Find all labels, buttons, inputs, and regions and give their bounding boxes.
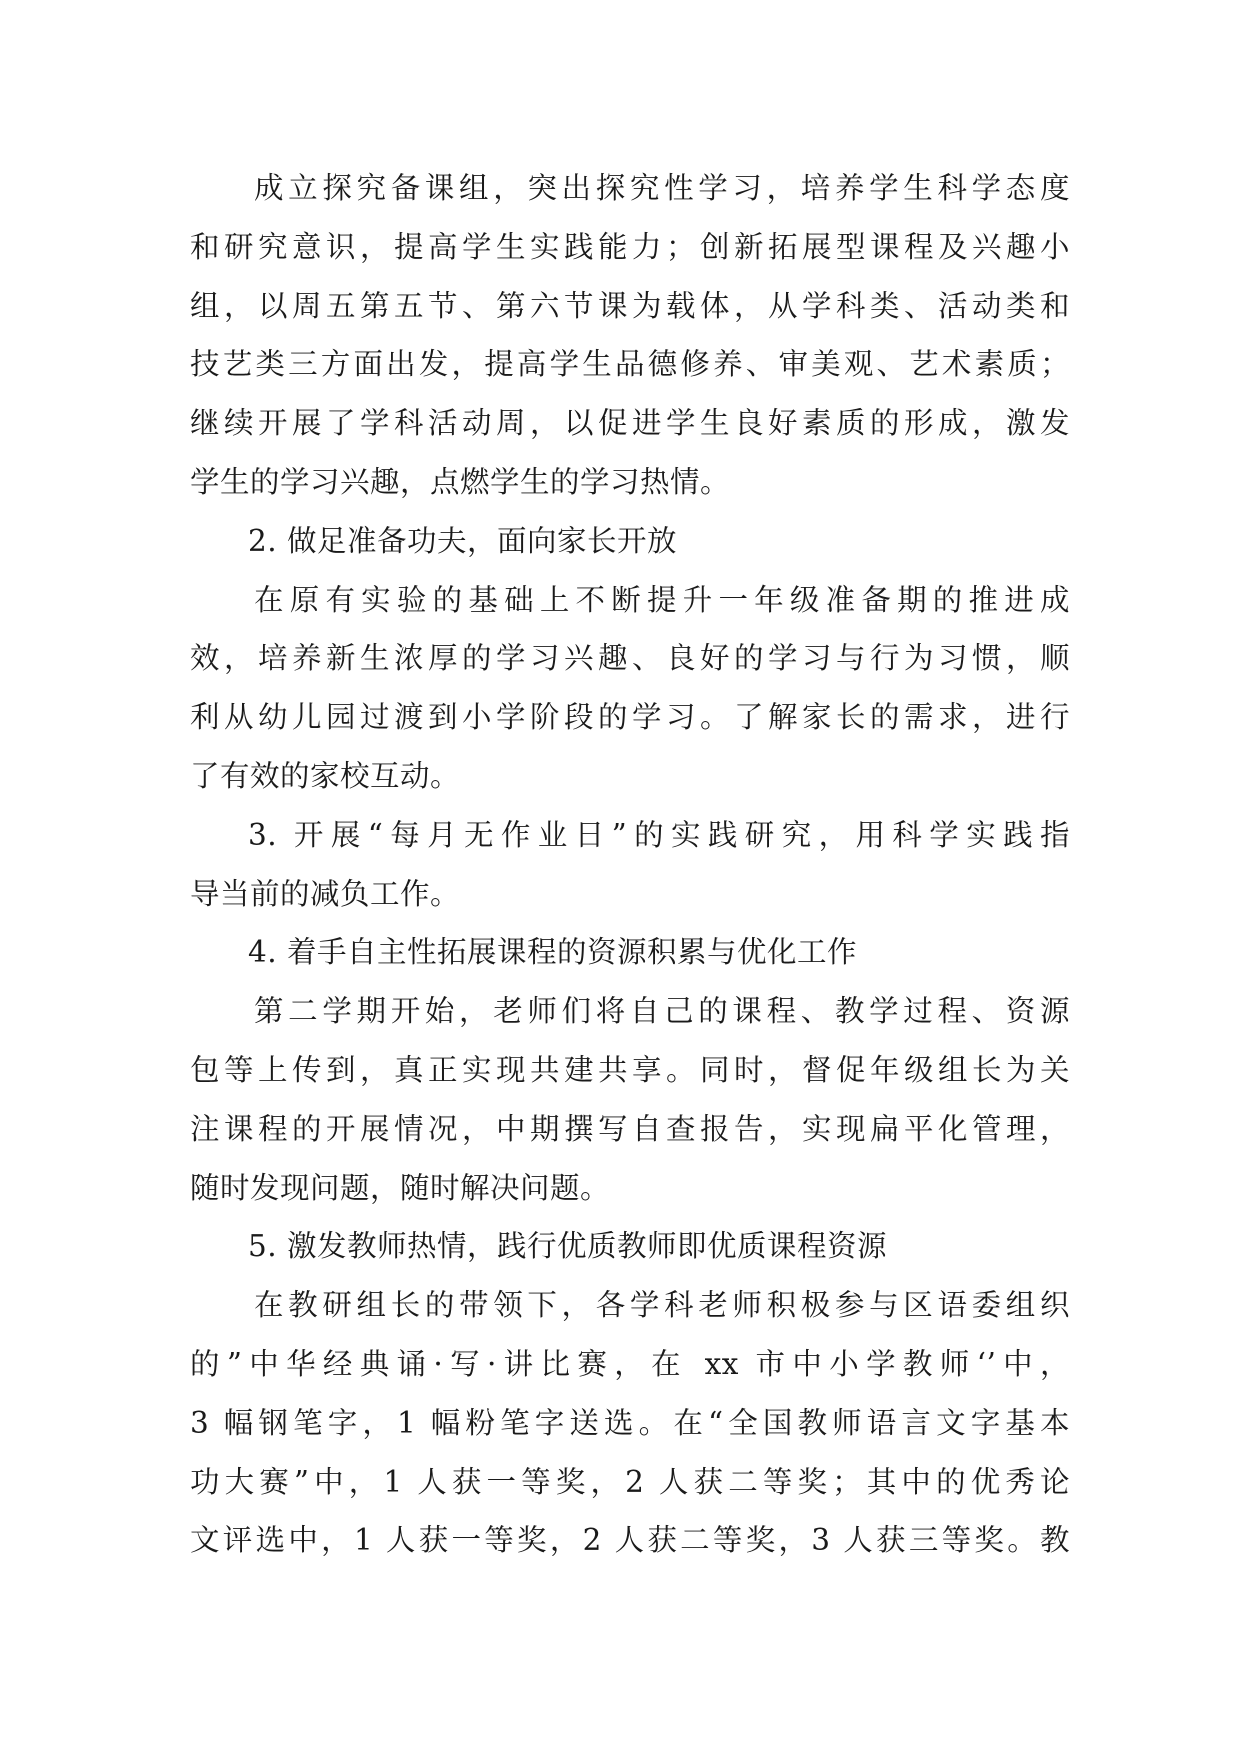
paragraph-line: 继续开展了学科活动周，以促进学生良好素质的形成，激发 — [190, 406, 1070, 441]
section-heading: 4. 着手自主性拓展课程的资源积累与优化工作 — [248, 935, 858, 970]
paragraph-line: 效，培养新生浓厚的学习兴趣、良好的学习与行为习惯，顺 — [190, 641, 1070, 676]
paragraph-line: 组，以周五第五节、第六节课为载体，从学科类、活动类和 — [190, 288, 1070, 323]
paragraph-line: 包等上传到，真正实现共建共享。同时，督促年级组长为关 — [190, 1052, 1070, 1087]
paragraph-line: 文评选中，1 人获一等奖，2 人获二等奖，3 人获三等奖。教 — [190, 1523, 1070, 1558]
section-heading: 5. 激发教师热情，践行优质教师即优质课程资源 — [248, 1229, 888, 1264]
paragraph-line: 的”中华经典诵·写·讲比赛，在 xx 市中小学教师‘’中， — [190, 1346, 1070, 1381]
paragraph-line: 功大赛”中，1 人获一等奖，2 人获二等奖；其中的优秀论 — [190, 1464, 1070, 1499]
paragraph-line: 学生的学习兴趣，点燃学生的学习热情。 — [190, 464, 731, 499]
paragraph-line: 在原有实验的基础上不断提升一年级准备期的推进成 — [254, 582, 1070, 617]
section-heading: 3. 开展“每月无作业日”的实践研究，用科学实践指 — [248, 817, 1070, 852]
section-heading: 2. 做足准备功夫，面向家长开放 — [248, 523, 678, 558]
paragraph-line: 随时发现问题，随时解决问题。 — [190, 1170, 611, 1205]
paragraph-line: 利从幼儿园过渡到小学阶段的学习。了解家长的需求，进行 — [190, 700, 1070, 735]
paragraph-line: 导当前的减负工作。 — [190, 876, 461, 911]
paragraph-line: 成立探究备课组，突出探究性学习，培养学生科学态度 — [254, 171, 1070, 205]
paragraph-line: 3 幅钢笔字，1 幅粉笔字送选。在“全国教师语言文字基本 — [190, 1405, 1070, 1440]
paragraph-line: 和研究意识，提高学生实践能力；创新拓展型课程及兴趣小 — [190, 229, 1070, 264]
paragraph-line: 在教研组长的带领下，各学科老师积极参与区语委组织 — [254, 1288, 1070, 1323]
paragraph-line: 第二学期开始，老师们将自己的课程、教学过程、资源 — [254, 994, 1070, 1029]
paragraph-line: 了有效的家校互动。 — [190, 758, 461, 793]
paragraph-line: 技艺类三方面出发，提高学生品德修养、审美观、艺术素质； — [190, 347, 1070, 382]
paragraph-line: 注课程的开展情况，中期撰写自查报告，实现扁平化管理， — [190, 1111, 1070, 1146]
document-body — [190, 159, 1070, 1570]
